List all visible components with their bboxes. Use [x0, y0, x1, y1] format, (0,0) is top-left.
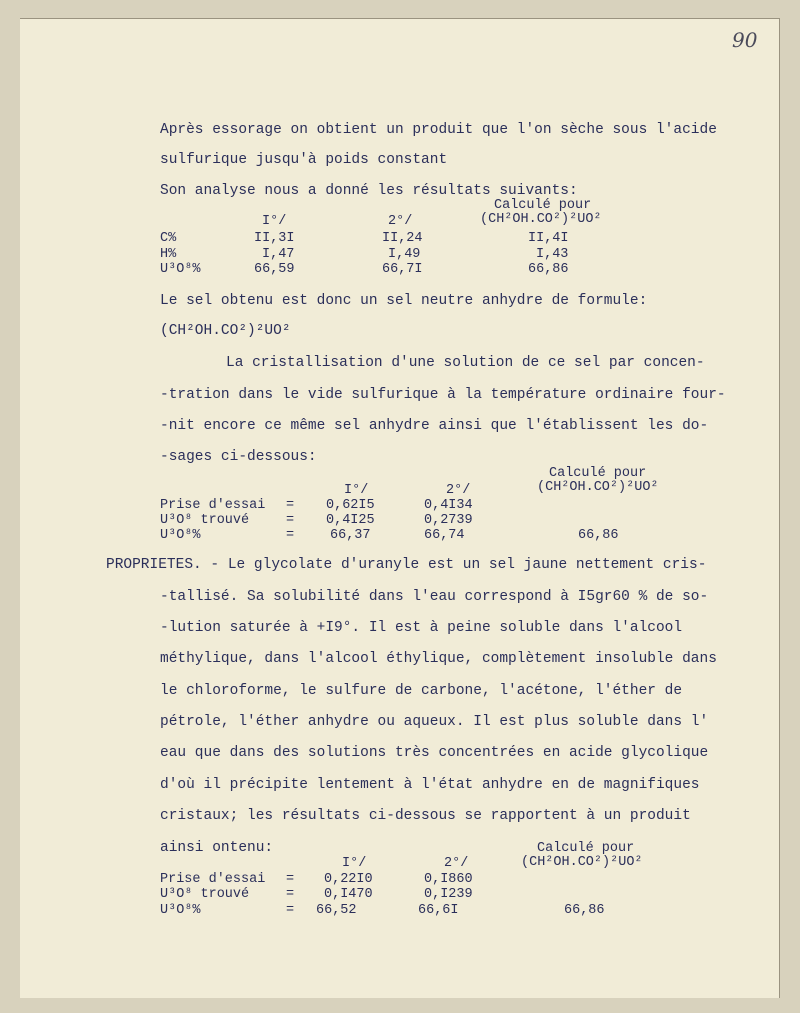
page-edge-right	[779, 18, 780, 998]
page-number: 90	[732, 28, 758, 52]
table2-row-v1: 0,62I5	[326, 498, 375, 513]
paragraph2-line-1: Le sel obtenu est donc un sel neutre anhydre de formule:	[160, 293, 648, 309]
table3-row-eq: =	[286, 887, 295, 902]
table2-row-v2: 66,74	[424, 528, 465, 543]
table1-row-v1: II,3I	[254, 231, 295, 246]
table3-row-v1: 0,22I0	[324, 872, 373, 887]
table1-row-label: C%	[160, 231, 177, 246]
table1-row-v2: I,49	[388, 247, 421, 262]
table3-col2-header: 2°/	[444, 856, 469, 871]
paragraph1-line-1: Après essorage on obtient un produit que l'on sèche sous l'acide	[160, 122, 717, 138]
paragraph4-line-4: méthylique, dans l'alcool éthylique, complètement insoluble dans	[160, 651, 717, 667]
paragraph3-line-1: La cristallisation d'une solution de ce sel par concen-	[226, 355, 705, 371]
table2-col2-header: 2°/	[446, 483, 471, 498]
paragraph4-line-2: -tallisé. Sa solubilité dans l'eau correspond à I5gr60 % de so-	[160, 589, 709, 605]
table3-row-eq: =	[286, 872, 295, 887]
table2-row-v1: 66,37	[330, 528, 371, 543]
table3-row-eq: =	[286, 903, 295, 918]
table2-row-label: Prise d'essai	[160, 498, 266, 513]
paragraph3-line-3: -nit encore ce même sel anhydre ainsi que l'établissent les do-	[160, 418, 709, 434]
table3-row-v2: 0,I860	[424, 872, 473, 887]
table3-row-label: Prise d'essai	[160, 872, 266, 887]
table1-row-label: U³O⁸%	[160, 262, 201, 277]
page-edge-top	[20, 18, 780, 19]
paragraph4-line-9: cristaux; les résultats ci-dessous se rapportent à un produit	[160, 808, 691, 824]
table3-calc-header-2: (CH²OH.CO²)²UO²	[521, 855, 643, 870]
paragraph4-line-8: d'où il précipite lentement à l'état anhydre en de magnifiques	[160, 777, 700, 793]
table1-row-v2: II,24	[382, 231, 423, 246]
table1-row-label: H%	[160, 247, 177, 262]
table1-calc-header-2: (CH²OH.CO²)²UO²	[480, 212, 602, 227]
paragraph1-line-2: sulfurique jusqu'à poids constant	[160, 152, 448, 168]
table3-row-v2: 0,I239	[424, 887, 473, 902]
table2-row-v2: 0,2739	[424, 513, 473, 528]
table2-row-eq: =	[286, 513, 295, 528]
paragraph4-line-10: ainsi ontenu:	[160, 840, 274, 856]
table2-row-label: U³O⁸%	[160, 528, 201, 543]
table1-row-v2: 66,7I	[382, 262, 423, 277]
table1-row-v3: II,4I	[528, 231, 569, 246]
paragraph2-formula: (CH²OH.CO²)²UO²	[160, 323, 291, 339]
table2-row-eq: =	[286, 528, 295, 543]
paragraph3-line-2: -tration dans le vide sulfurique à la température ordinaire four-	[160, 387, 726, 403]
table3-row-v3: 66,86	[564, 903, 605, 918]
paragraph4-line-7: eau que dans des solutions très concentrées en acide glycolique	[160, 745, 709, 761]
table2-row-v3: 66,86	[578, 528, 619, 543]
table1-row-v1: I,47	[262, 247, 295, 262]
table1-row-v1: 66,59	[254, 262, 295, 277]
table2-calc-header-2: (CH²OH.CO²)²UO²	[537, 480, 659, 495]
table1-row-v3: I,43	[536, 247, 569, 262]
table1-col1-header: I°/	[262, 214, 287, 229]
paragraph4-line-1: PROPRIETES. - Le glycolate d'uranyle est un sel jaune nettement cris-	[106, 557, 707, 573]
table2-calc-header-1: Calculé pour	[549, 466, 647, 481]
table1-row-v3: 66,86	[528, 262, 569, 277]
table1-col2-header: 2°/	[388, 214, 413, 229]
paragraph4-line-5: le chloroforme, le sulfure de carbone, l'acétone, l'éther de	[160, 683, 683, 699]
table2-col1-header: I°/	[344, 483, 369, 498]
paragraph4-line-3: -lution saturée à +I9°. Il est à peine soluble dans l'alcool	[160, 620, 683, 636]
table3-calc-header-1: Calculé pour	[537, 841, 635, 856]
paragraph4-line-6: pétrole, l'éther anhydre ou aqueux. Il est plus soluble dans l'	[160, 714, 709, 730]
table3-row-v1: 66,52	[316, 903, 357, 918]
table3-col1-header: I°/	[342, 856, 367, 871]
table3-row-v1: 0,I470	[324, 887, 373, 902]
table3-row-label: U³O⁸ trouvé	[160, 887, 250, 902]
table2-row-label: U³O⁸ trouvé	[160, 513, 250, 528]
table2-row-v2: 0,4I34	[424, 498, 473, 513]
table2-row-v1: 0,4I25	[326, 513, 375, 528]
table1-calc-header-1: Calculé pour	[494, 198, 592, 213]
paragraph3-line-4: -sages ci-dessous:	[160, 449, 317, 465]
paragraph1-line-3: Son analyse nous a donné les résultats suivants:	[160, 183, 578, 199]
table3-row-label: U³O⁸%	[160, 903, 201, 918]
table3-row-v2: 66,6I	[418, 903, 459, 918]
table2-row-eq: =	[286, 498, 295, 513]
